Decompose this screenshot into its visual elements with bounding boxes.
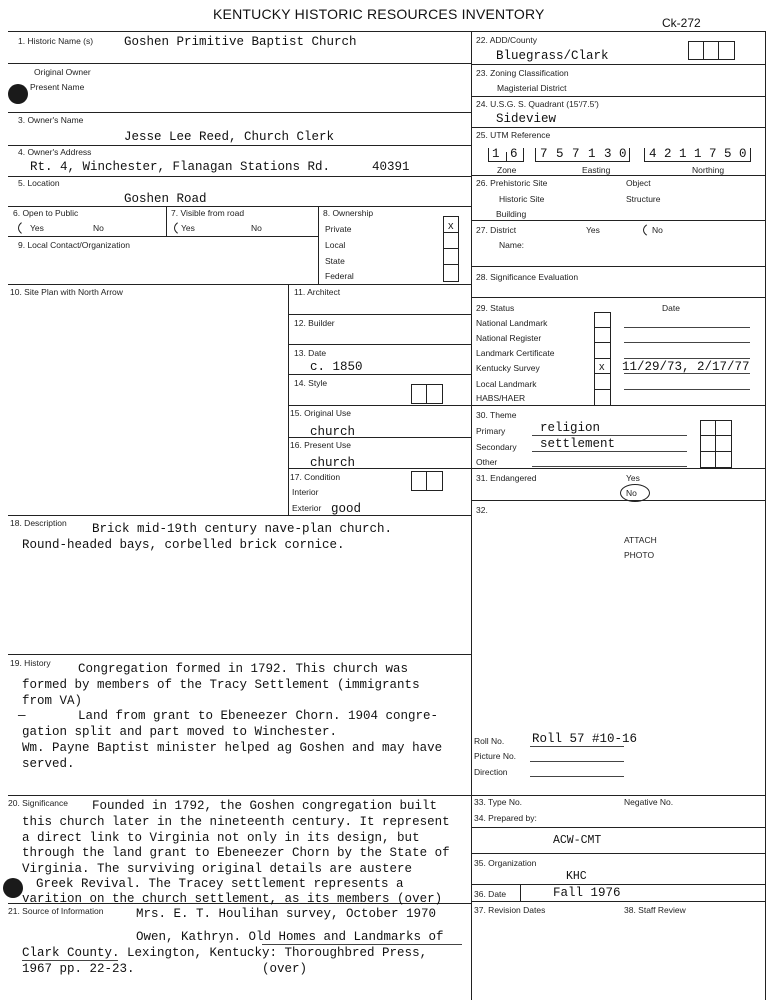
revision-label: 37. Revision Dates [474,905,546,915]
photo-attach: ATTACH [624,535,657,545]
ownership-mark: x [448,220,454,232]
organization-label: 35. Organization [474,858,537,868]
date-label: 13. Date [294,348,327,358]
zoning-label: 23. Zoning Classification [476,68,569,78]
theme-other-label: Other [476,457,498,467]
significance-line-4: through the land grant to Ebeneezer Chorn by the State of [22,846,450,860]
source-over: (over) [262,962,308,976]
ownership-local: Local [325,240,346,250]
condition-exterior: Exterior [292,503,322,513]
district-circle-icon [643,221,675,239]
district-yes: Yes [586,225,600,235]
condition-exterior-value: good [331,502,362,516]
theme-checkboxes [700,420,732,468]
history-line-7: served. [22,757,75,771]
history-line-2: formed by members of the Tracy Settlement (immigrants [22,678,420,692]
owner-name-value: Jesse Lee Reed, Church Clerk [124,130,335,144]
endangered-circle-icon [620,484,650,502]
prehistoric-object: Object [626,178,651,188]
prehistoric-structure: Structure [626,194,661,204]
style-checkboxes [411,384,443,404]
staff-review-label: 38. Staff Review [624,905,686,915]
style-label: 14. Style [294,378,328,388]
theme-label: 30. Theme [476,410,517,420]
source-label: 21. Source of Information [8,906,104,916]
present-use-label: 16. Present Use [290,440,351,450]
condition-label: 17. Condition [290,472,341,482]
status-kentucky-survey: Kentucky Survey [476,363,540,373]
date36-value: Fall 1976 [553,886,621,900]
utm-easting-label: Easting [582,165,611,175]
owner-name-label: 3. Owner's Name [18,115,84,125]
visible-road-yes: Yes [181,223,195,233]
status-national-register: National Register [476,333,542,343]
location-label: 5. Location [18,178,60,188]
photo-photo: PHOTO [624,550,655,560]
original-use-value: church [310,425,356,439]
ownership-state: State [325,256,345,266]
ownership-label: 8. Ownership [323,208,374,218]
original-owner-label: Original Owner [34,67,91,77]
builder-label: 12. Builder [294,318,335,328]
history-line-5: gation split and part moved to Winchester. [22,725,338,739]
condition-interior: Interior [292,487,319,497]
theme-secondary-value: settlement [540,437,616,451]
prehistoric-building: Building [496,209,527,219]
usgs-value: Sideview [496,112,557,126]
significance-line-5: Virginia. The surviving original details are austere [22,862,413,876]
type-no-label: 33. Type No. [474,797,523,807]
significance-line-2: this church later in the nineteenth century. It represent [22,815,450,829]
open-public-label: 6. Open to Public [13,208,79,218]
source-line-4: 1967 pp. 22-23. [22,962,135,976]
picture-label: Picture No. [474,751,517,761]
status-local-landmark: Local Landmark [476,379,537,389]
site-plan-label: 10. Site Plan with North Arrow [10,287,123,297]
history-line-6: Wm. Payne Baptist minister helped ag Goshen and may have [22,741,443,755]
source-line-2: Owen, Kathryn. Old Homes and Landmarks of [136,930,444,944]
status-label: 29. Status [476,303,515,313]
significance-eval-label: 28. Significance Evaluation [476,272,579,282]
open-public-no: No [93,223,104,233]
history-dash: — [18,709,26,723]
source-line-3: Clark County. Lexington, Kentucky: Thoroughbred Press, [22,946,428,960]
theme-primary-label: Primary [476,426,506,436]
add-county-boxes [688,41,735,60]
date-value: c. 1850 [310,360,363,374]
roll-label: Roll No. [474,736,505,746]
local-contact-label: 9. Local Contact/Organization [18,240,130,250]
district-name: Name: [499,240,525,250]
prepared-by-value: ACW-CMT [553,834,602,847]
zoning-value: Magisterial District [497,83,567,93]
ownership-federal: Federal [325,271,354,281]
historic-name-label: 1. Historic Name (s) [18,36,94,46]
usgs-label: 24. U.S.G. S. Quadrant (15'/7.5') [476,99,599,109]
historic-name-value: Goshen Primitive Baptist Church [124,35,357,49]
open-public-circle-icon [18,219,46,237]
status-national-landmark: National Landmark [476,318,548,328]
endangered-yes: Yes [626,473,640,483]
organization-value: KHC [566,870,587,883]
description-line-2: Round-headed bays, corbelled brick cornice. [22,538,345,552]
history-line-4: Land from grant to Ebeneezer Chorn. 1904 congre- [78,709,439,723]
utm-northing-label: Northing [692,165,725,175]
add-county-label: 22. ADD/County [476,35,537,45]
history-label: 19. History [10,658,51,668]
status-date-label: Date [662,303,680,313]
source-underline-1 [262,944,462,945]
condition-checkboxes [411,471,443,491]
status-mark: x [599,361,605,373]
punch-hole-icon [8,84,28,104]
owner-address-value: Rt. 4, Winchester, Flanagan Stations Rd. [30,160,331,174]
prehistoric-historic-site: Historic Site [499,194,545,204]
add-county-value: Bluegrass/Clark [496,49,609,63]
original-use-label: 15. Original Use [290,408,351,418]
owner-address-label: 4. Owner's Address [18,147,92,157]
photo-label: 32. [476,505,488,515]
form-title: KENTUCKY HISTORIC RESOURCES INVENTORY [213,6,545,22]
history-line-3: from VA) [22,694,83,708]
prehistoric-label: 26. Prehistoric Site [476,178,548,188]
significance-line-3: a direct link to Virginia not only in its design, but [22,831,420,845]
status-habs-haer: HABS/HAER [476,393,526,403]
architect-label: 11. Architect [294,287,341,297]
source-line-1: Mrs. E. T. Houlihan survey, October 1970 [136,907,437,921]
history-line-1: Congregation formed in 1792. This church was [78,662,409,676]
status-landmark-certificate: Landmark Certificate [476,348,555,358]
present-use-value: church [310,456,356,470]
significance-line-7: varition on the church settlement, as its members (over) [22,892,443,906]
description-label: 18. Description [10,518,67,528]
source-underline-2 [22,960,118,961]
utm-label: 25. UTM Reference [476,130,551,140]
owner-zip-value: 40391 [372,160,410,174]
open-public-yes: Yes [30,223,44,233]
description-line-1: Brick mid-19th century nave-plan church. [92,522,393,536]
ownership-private: Private [325,224,352,234]
visible-road-circle-icon [174,219,204,237]
prepared-by-label: 34. Prepared by: [474,813,537,823]
district-no: No [652,225,663,235]
punch-hole-icon [3,878,23,898]
status-survey-dates: 11/29/73, 2/17/77 [622,360,750,374]
utm-zone-label: Zone [497,165,517,175]
direction-label: Direction [474,767,508,777]
significance-line-6: Greek Revival. The Tracey settlement represents a [36,877,404,891]
significance-line-1: Founded in 1792, the Goshen congregation built [92,799,438,813]
theme-secondary-label: Secondary [476,442,517,452]
location-value: Goshen Road [124,192,207,206]
endangered-label: 31. Endangered [476,473,537,483]
visible-road-label: 7. Visible from road [171,208,245,218]
significance-label: 20. Significance [8,798,69,808]
date36-label: 36. Date [474,889,507,899]
district-label: 27. District [476,225,517,235]
site-id: Ck-272 [662,16,701,30]
visible-road-no: No [251,223,262,233]
negative-no-label: Negative No. [624,797,674,807]
endangered-no: No [626,488,637,498]
present-name-label: Present Name [30,82,85,92]
roll-value: Roll 57 #10-16 [532,732,638,746]
theme-primary-value: religion [540,421,601,435]
